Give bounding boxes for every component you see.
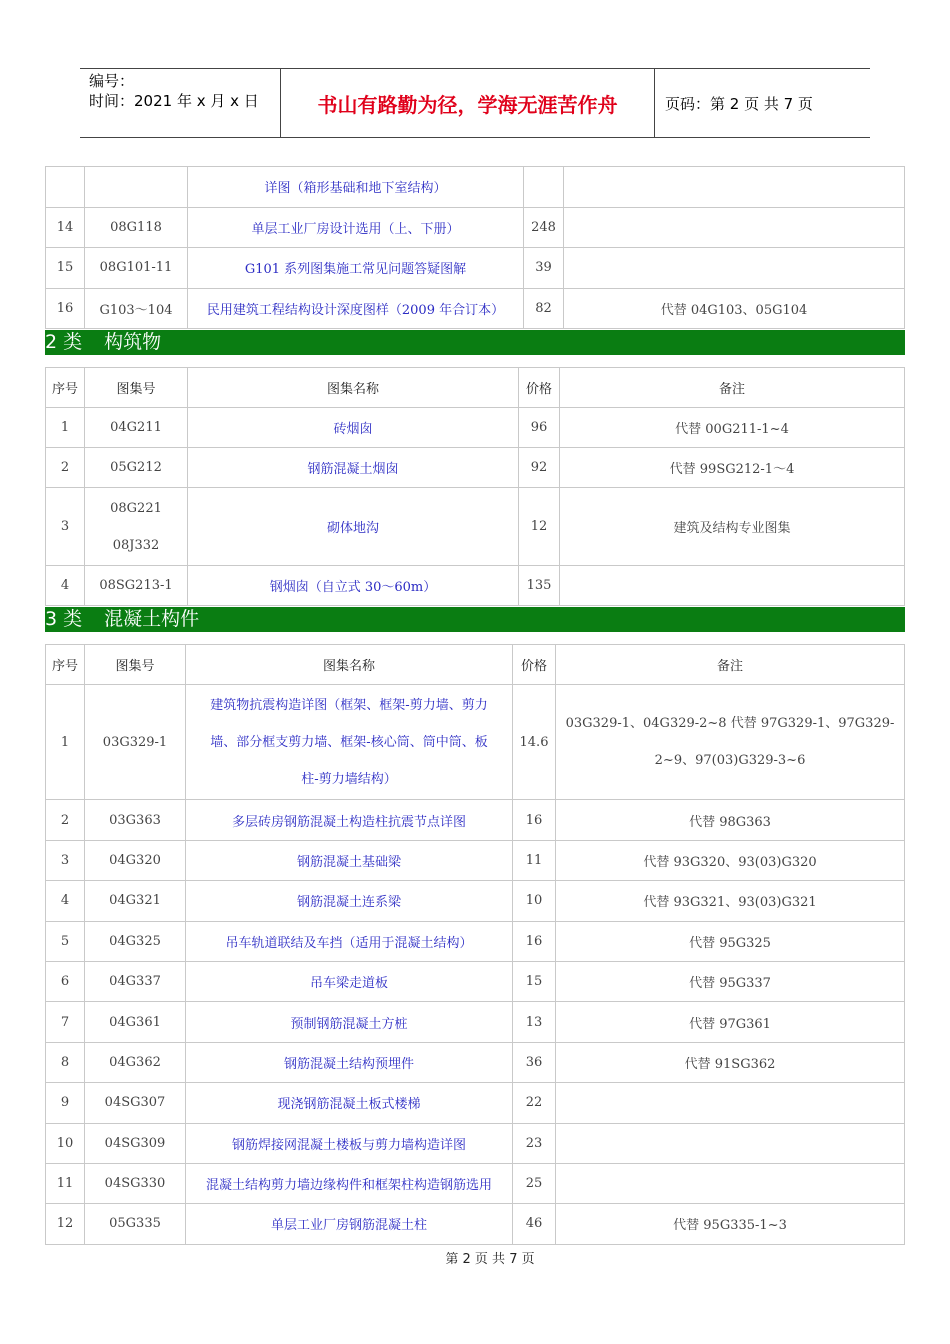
- table-row: [46, 167, 905, 208]
- cell-name-line3: 柱-剪力墙结构）: [301, 771, 397, 787]
- cell-no: 11: [46, 1163, 85, 1203]
- cell-name: 单层工业厂房设计选用（上、下册）: [188, 207, 524, 248]
- header-name: 图集名称: [186, 645, 513, 685]
- cell-price: 46: [513, 1204, 556, 1244]
- category-number: 3 类: [45, 608, 83, 630]
- cell-price: 16: [513, 800, 556, 840]
- cell-no: 10: [46, 1123, 85, 1163]
- table-row: [46, 881, 905, 921]
- cell-code-line1: 08G221: [110, 500, 162, 516]
- cell-name: 详图（箱形基础和地下室结构）: [188, 167, 524, 208]
- cell-note: [564, 207, 905, 248]
- header-price: 价格: [513, 645, 556, 685]
- table-row: [46, 288, 905, 329]
- cell-note: 代替 93G321、93(03)G321: [556, 881, 905, 921]
- cell-price: 39: [524, 248, 564, 289]
- header-code: 图集号: [85, 645, 186, 685]
- cell-note: [556, 685, 905, 800]
- cell-code: 04G211: [85, 408, 188, 448]
- category-title: 混凝土构件: [104, 608, 200, 630]
- cell-price: 92: [519, 448, 560, 488]
- cell-note: 代替 95G335-1~3: [556, 1204, 905, 1244]
- table-row: [46, 1042, 905, 1082]
- table-structures: [45, 367, 905, 606]
- cell-code: 04G337: [85, 961, 186, 1001]
- category-bar-2: [45, 330, 905, 355]
- cell-code: 08G101-11: [85, 248, 188, 289]
- cell-code: [85, 488, 188, 566]
- cell-no: 14: [46, 207, 85, 248]
- cell-price: [524, 167, 564, 208]
- cell-note: [556, 1163, 905, 1203]
- cell-no: 5: [46, 921, 85, 961]
- cell-no: 4: [46, 566, 85, 606]
- table-row: [46, 921, 905, 961]
- cell-note: [560, 566, 905, 606]
- cell-name: 钢筋混凝土烟囱: [188, 448, 519, 488]
- cell-price: 96: [519, 408, 560, 448]
- cell-note: 代替 98G363: [556, 800, 905, 840]
- cell-note: [556, 1083, 905, 1123]
- cell-no: 2: [46, 448, 85, 488]
- table-row: [46, 1123, 905, 1163]
- cell-note: 代替 99SG212-1～4: [560, 448, 905, 488]
- table-row: [46, 1002, 905, 1042]
- cell-price: 135: [519, 566, 560, 606]
- cell-name: 钢筋混凝土结构预埋件: [186, 1042, 513, 1082]
- cell-price: 16: [513, 921, 556, 961]
- header-name: 图集名称: [188, 368, 519, 408]
- header-no: 序号: [46, 645, 85, 685]
- cell-name: 混凝土结构剪力墙边缘构件和框架柱构造钢筋选用: [186, 1163, 513, 1203]
- cell-note: 代替 93G320、93(03)G320: [556, 840, 905, 880]
- table-continued: [45, 166, 905, 329]
- cell-price: 13: [513, 1002, 556, 1042]
- header-note: 备注: [560, 368, 905, 408]
- table-row: [46, 961, 905, 1001]
- cell-no: 3: [46, 488, 85, 566]
- cell-no: 12: [46, 1204, 85, 1244]
- cell-name: 多层砖房钢筋混凝土构造柱抗震节点详图: [186, 800, 513, 840]
- cell-name: 砌体地沟: [188, 488, 519, 566]
- cell-name: 吊车轨道联结及车挡（适用于混凝土结构）: [186, 921, 513, 961]
- cell-code: 04G362: [85, 1042, 186, 1082]
- cell-note-line2: 2~9、97(03)G329-3~6: [654, 753, 806, 769]
- table-row: [46, 248, 905, 289]
- cell-code: 04G320: [85, 840, 186, 880]
- cell-note: 代替 04G103、05G104: [564, 288, 905, 329]
- table-row: [46, 488, 905, 566]
- cell-no: 1: [46, 685, 85, 800]
- cell-code: 04G361: [85, 1002, 186, 1042]
- table-row: [46, 840, 905, 880]
- cell-price: 12: [519, 488, 560, 566]
- header-no: 序号: [46, 368, 85, 408]
- cell-note: 代替 91SG362: [556, 1042, 905, 1082]
- cell-code-line2: 08J332: [112, 537, 160, 553]
- cell-price: 36: [513, 1042, 556, 1082]
- cell-price: 22: [513, 1083, 556, 1123]
- cell-note-line1: 03G329-1、04G329-2~8 代替 97G329-1、97G329-: [565, 716, 895, 732]
- cell-no: 4: [46, 881, 85, 921]
- cell-code: 08SG213-1: [85, 566, 188, 606]
- page-header: [80, 68, 870, 138]
- cell-name: 预制钢筋混凝土方桩: [186, 1002, 513, 1042]
- cell-code: 03G363: [85, 800, 186, 840]
- table-row: [46, 685, 905, 800]
- category-title: 构筑物: [104, 331, 162, 353]
- header-code: 图集号: [85, 368, 188, 408]
- cell-price: 25: [513, 1163, 556, 1203]
- table-row: [46, 1083, 905, 1123]
- table-row: [46, 408, 905, 448]
- header-note: 备注: [556, 645, 905, 685]
- cell-name: 吊车梁走道板: [186, 961, 513, 1001]
- cell-name: 现浇钢筋混凝土板式楼梯: [186, 1083, 513, 1123]
- time-label: 时间：2021 年 x 月 x 日: [89, 92, 259, 110]
- cell-name-line1: 建筑物抗震构造详图（框架、框架-剪力墙、剪力: [210, 697, 488, 713]
- cell-code: G103～104: [85, 288, 188, 329]
- cell-price: 23: [513, 1123, 556, 1163]
- page-footer: 第 2 页 共 7 页: [445, 1252, 535, 1267]
- cell-name: 民用建筑工程结构设计深度图样（2009 年合订本）: [188, 288, 524, 329]
- cell-code: 04SG307: [85, 1083, 186, 1123]
- table-row: [46, 566, 905, 606]
- cell-note: 代替 95G337: [556, 961, 905, 1001]
- category-bar-3: [45, 607, 905, 632]
- table-row: [46, 448, 905, 488]
- cell-note: [564, 248, 905, 289]
- cell-code: 05G335: [85, 1204, 186, 1244]
- table-header-row: [46, 368, 905, 408]
- table-row: [46, 800, 905, 840]
- cell-no: 15: [46, 248, 85, 289]
- cell-no: [46, 167, 85, 208]
- cell-no: 6: [46, 961, 85, 1001]
- code-label: 编号：: [89, 72, 135, 90]
- cell-name: [186, 685, 513, 800]
- cell-code: 08G118: [85, 207, 188, 248]
- cell-name: 钢筋混凝土连系梁: [186, 881, 513, 921]
- table-header-row: [46, 645, 905, 685]
- table-row: [46, 1204, 905, 1244]
- cell-name: 钢筋混凝土基础梁: [186, 840, 513, 880]
- cell-price: 15: [513, 961, 556, 1001]
- cell-name: 砖烟囱: [188, 408, 519, 448]
- cell-name-line2: 墙、部分框支剪力墙、框架-核心筒、筒中筒、板: [210, 734, 488, 750]
- cell-name: 单层工业厂房钢筋混凝土柱: [186, 1204, 513, 1244]
- cell-code: 04SG309: [85, 1123, 186, 1163]
- header-info: [80, 69, 281, 137]
- cell-code: 03G329-1: [85, 685, 186, 800]
- cell-price: 82: [524, 288, 564, 329]
- cell-no: 8: [46, 1042, 85, 1082]
- cell-code: 05G212: [85, 448, 188, 488]
- cell-price: 10: [513, 881, 556, 921]
- cell-code: 04G325: [85, 921, 186, 961]
- category-number: 2 类: [45, 331, 83, 353]
- cell-no: 9: [46, 1083, 85, 1123]
- header-motto: 书山有路勤为径，学海无涯苦作舟: [281, 69, 655, 137]
- cell-price: 11: [513, 840, 556, 880]
- cell-note: [556, 1123, 905, 1163]
- cell-code: 04G321: [85, 881, 186, 921]
- header-page-info: 页码：第 2 页 共 7 页: [665, 94, 813, 113]
- cell-code: 04SG330: [85, 1163, 186, 1203]
- table-concrete-components: [45, 644, 905, 1245]
- cell-name: 钢烟囱（自立式 30～60m）: [188, 566, 519, 606]
- cell-code: [85, 167, 188, 208]
- cell-price: 14.6: [513, 685, 556, 800]
- table-row: [46, 207, 905, 248]
- cell-no: 16: [46, 288, 85, 329]
- cell-no: 1: [46, 408, 85, 448]
- cell-note: 建筑及结构专业图集: [560, 488, 905, 566]
- cell-note: 代替 00G211-1~4: [560, 408, 905, 448]
- table-row: [46, 1163, 905, 1203]
- cell-name: 钢筋焊接网混凝土楼板与剪力墙构造详图: [186, 1123, 513, 1163]
- cell-note: 代替 97G361: [556, 1002, 905, 1042]
- cell-no: 3: [46, 840, 85, 880]
- cell-name: G101 系列图集施工常见问题答疑图解: [188, 248, 524, 289]
- cell-price: 248: [524, 207, 564, 248]
- cell-note: [564, 167, 905, 208]
- cell-no: 7: [46, 1002, 85, 1042]
- cell-no: 2: [46, 800, 85, 840]
- cell-note: 代替 95G325: [556, 921, 905, 961]
- header-price: 价格: [519, 368, 560, 408]
